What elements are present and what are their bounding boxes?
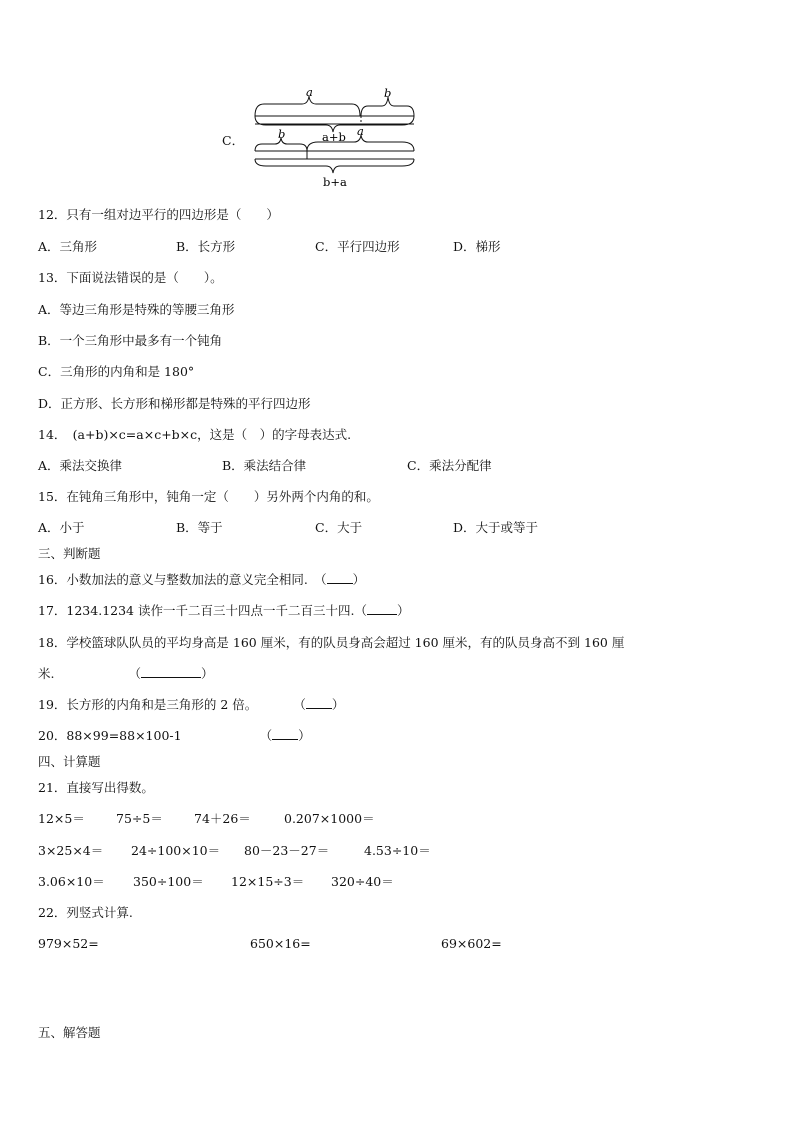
q15-option-a: A．小于 <box>38 520 85 535</box>
q19-close: ） <box>331 697 345 712</box>
bottom-label-a: a <box>357 124 364 138</box>
q13-option-c: C．三角形的内角和是 180° <box>38 364 195 379</box>
q21-row3-item3: 12×15÷3＝ <box>231 874 305 889</box>
section-heading-word-problems: 五、解答题 <box>38 1025 101 1040</box>
q18-line1: 18．学校篮球队队员的平均身高是 160 厘米，有的队员身高会超过 160 厘米，有的队员身高不到 160 厘 <box>38 635 625 650</box>
q22-item2: 650×16= <box>250 936 311 951</box>
q19-text: 19．长方形的内角和是三角形的 2 倍。 <box>38 697 258 712</box>
q16-text: 16．小数加法的意义与整数加法的意义完全相同. （ <box>38 572 327 587</box>
q15-option-c: C．大于 <box>315 520 363 535</box>
figure-option-label: C． <box>222 133 245 148</box>
q21-row2-item1: 3×25×4＝ <box>38 843 104 858</box>
q21-stem: 21．直接写出得数。 <box>38 780 154 795</box>
q15-option-d: D．大于或等于 <box>453 520 539 535</box>
q20 <box>38 728 311 744</box>
q21-row2-item3: 80－23－27＝ <box>244 843 330 858</box>
q21-row1-item3: 74＋26＝ <box>194 811 251 826</box>
q20-close: ） <box>298 728 311 743</box>
q16 <box>38 572 365 588</box>
section-heading-calculation: 四、计算题 <box>38 754 101 769</box>
q15-option-b: B．等于 <box>176 520 223 535</box>
top-label-total: a+b <box>322 130 346 144</box>
top-label-b: b <box>384 86 392 100</box>
q21-row3-item4: 320÷40＝ <box>331 874 394 889</box>
q18-close: ） <box>201 666 214 681</box>
q21-row1-item1: 12×5＝ <box>38 811 85 826</box>
top-brace-a <box>255 96 360 116</box>
q20-answer-blank[interactable] <box>272 728 298 740</box>
q19-open: （ <box>293 697 306 712</box>
q22-item1: 979×52= <box>38 936 99 951</box>
q14-option-b: B．乘法结合律 <box>222 458 307 473</box>
q17 <box>38 603 409 619</box>
q18-open: （ <box>128 666 141 681</box>
q12-option-a: A．三角形 <box>38 239 98 254</box>
q16-close: ） <box>352 572 366 587</box>
q21-row1-item2: 75÷5＝ <box>116 811 163 826</box>
bottom-total-brace <box>255 159 414 173</box>
q12-stem: 12．只有一组对边平行的四边形是（ ） <box>38 207 279 222</box>
segment-diagram <box>222 82 422 194</box>
q21-row3-item1: 3.06×10＝ <box>38 874 105 889</box>
q22-stem: 22．列竖式计算. <box>38 905 133 920</box>
q21-row1-item4: 0.207×1000＝ <box>284 811 375 826</box>
bottom-label-total: b+a <box>323 175 347 189</box>
q18-answer-blank[interactable] <box>141 666 201 678</box>
q22-item3: 69×602= <box>441 936 502 951</box>
q13-option-d: D．正方形、长方形和梯形都是特殊的平行四边形 <box>38 396 311 411</box>
top-label-a: a <box>306 85 313 99</box>
q19-answer-blank[interactable] <box>306 697 332 709</box>
section-heading-judgment: 三、判断题 <box>38 546 101 561</box>
q21-row2-item2: 24÷100×10＝ <box>131 843 221 858</box>
q17-text: 17．1234.1234 读作一千二百三十四点一千二百三十四.（ <box>38 603 367 618</box>
q21-row3-item2: 350÷100＝ <box>133 874 204 889</box>
q14-stem: 14． (a+b)×c=a×c+b×c，这是（ ）的字母表达式. <box>38 427 352 442</box>
q20-text: 20．88×99=88×100-1 <box>38 728 182 743</box>
q17-close: ） <box>396 603 410 618</box>
q13-option-a: A．等边三角形是特殊的等腰三角形 <box>38 302 235 317</box>
q15-stem: 15．在钝角三角形中，钝角一定（ ）另外两个内角的和。 <box>38 489 379 504</box>
bar-diagram-svg <box>222 82 422 194</box>
q17-answer-blank[interactable] <box>367 603 397 615</box>
q12-option-d: D．梯形 <box>453 239 501 254</box>
q14-option-c: C．乘法分配律 <box>407 458 492 473</box>
bottom-label-b: b <box>278 127 286 141</box>
q14-option-a: A．乘法交换律 <box>38 458 123 473</box>
q18-line2-text: 米. <box>38 666 55 681</box>
q21-row2-item4: 4.53÷10＝ <box>364 843 431 858</box>
q20-open: （ <box>259 728 273 743</box>
q12-option-b: B．长方形 <box>176 239 236 254</box>
q16-answer-blank[interactable] <box>327 572 353 584</box>
q18-line2 <box>38 666 214 682</box>
q12-option-c: C．平行四边形 <box>315 239 400 254</box>
q13-stem: 13．下面说法错误的是（ ）。 <box>38 270 223 285</box>
q19 <box>38 697 344 713</box>
q13-option-b: B．一个三角形中最多有一个钝角 <box>38 333 223 348</box>
